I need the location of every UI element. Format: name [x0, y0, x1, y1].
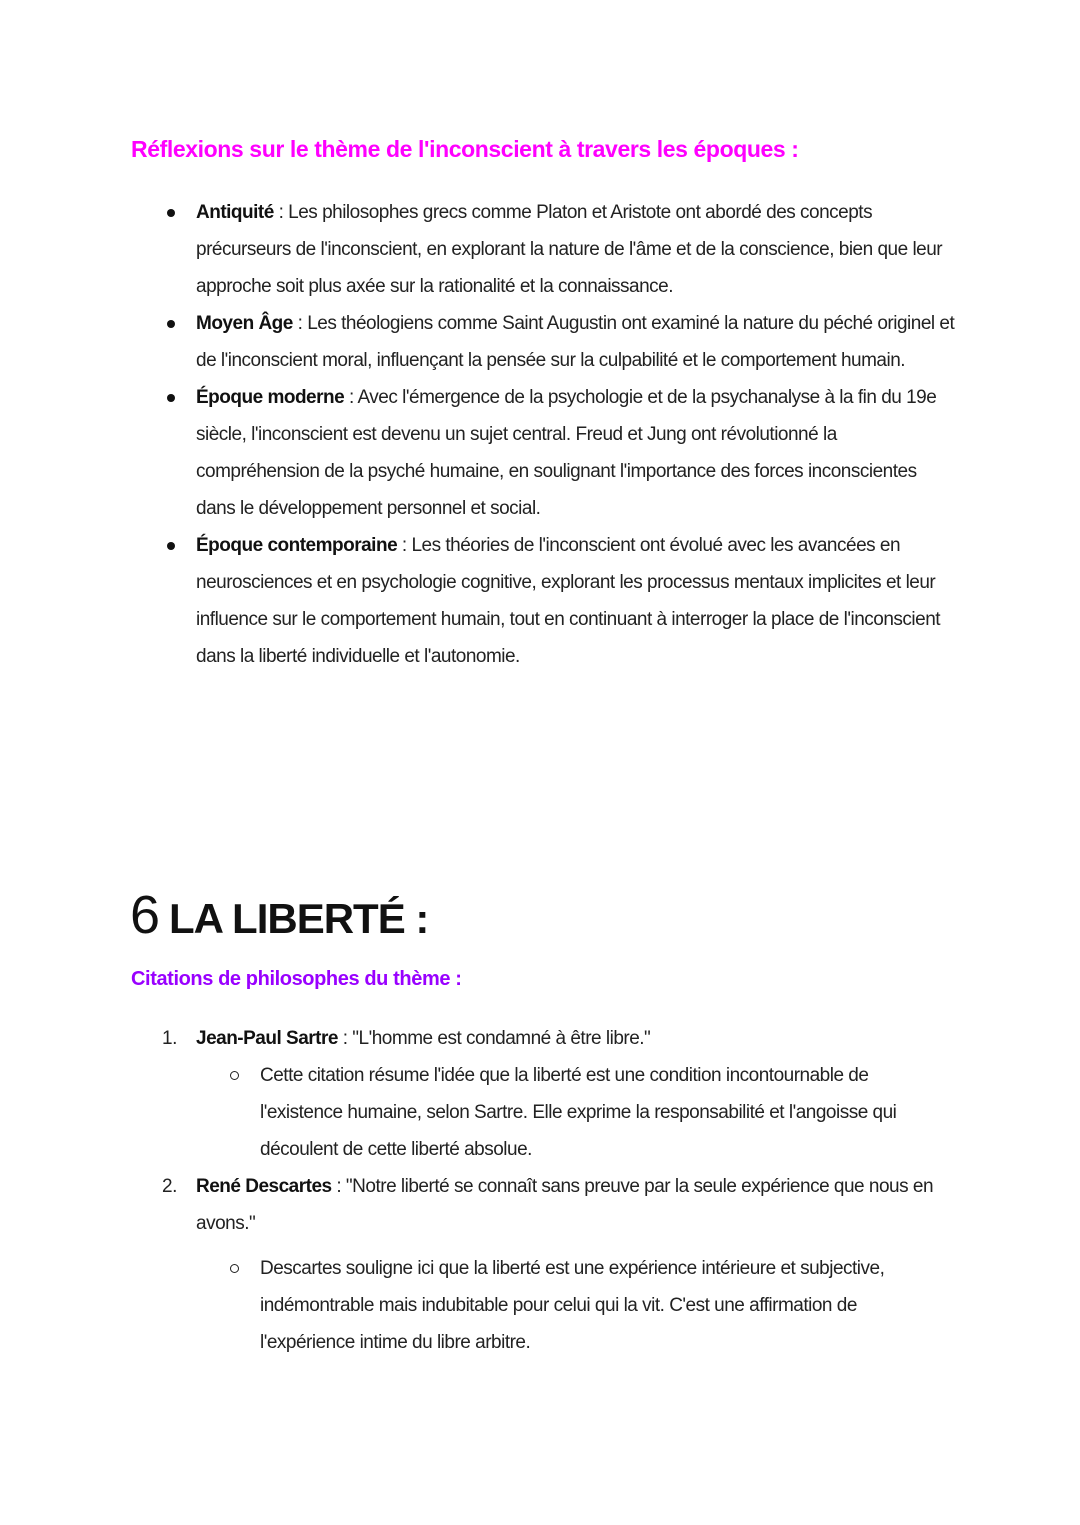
- section-title-text: LA LIBERTÉ :: [168, 895, 429, 942]
- citation-item: [0, 1168, 936, 1361]
- citations-list: [0, 1020, 1080, 1361]
- era-text: : Avec l'émergence de la psychologie et de la psychanalyse à la fin du 19e siècle, l'inconscient est devenu un sujet central. Freud et Jung ont révolutionné la compréhension de la psyché humaine, en soulignant l'importance des forces inconscientes dans le développement personnel et social.: [196, 387, 937, 519]
- section-heading-citations: Citations de philosophes du thème :: [131, 968, 462, 990]
- era-term: Époque contemporaine: [196, 535, 398, 556]
- era-text: : Les théories de l'inconscient ont évolué avec les avancées en neurosciences et en psychologie cognitive, explorant les processus mentaux implicites et leur influence sur le comportement humain, tout en continuant à interroger la place de l'inconscient dans la liberté individuelle et l'autonomie.: [196, 535, 941, 667]
- circle-bullet-icon: [230, 1071, 239, 1080]
- citation-quote: : "L'homme est condamné à être libre.": [337, 1028, 651, 1049]
- list-item: [0, 305, 956, 379]
- section-heading-reflexions: Réflexions sur le thème de l'inconscient à travers les époques :: [131, 136, 799, 162]
- era-term: Moyen Âge: [196, 313, 293, 334]
- citation-comment-text: Cette citation résume l'idée que la liberté est une condition incontournable de l'existence humaine, selon Sartre. Elle exprime la responsabilité et l'angoisse qui découlent de cette liberté absolue.: [260, 1065, 897, 1160]
- section-number: 6: [130, 885, 161, 945]
- circle-bullet-icon: [230, 1264, 239, 1273]
- citation-author: René Descartes: [196, 1176, 332, 1197]
- section-title-liberte: [130, 884, 428, 946]
- citation-number: 1.: [162, 1028, 177, 1049]
- citation-quote: : "Notre liberté se connaît sans preuve par la seule expérience que nous en avons.": [196, 1176, 934, 1234]
- citation-number: 2.: [162, 1176, 177, 1197]
- era-term: Époque moderne: [196, 387, 345, 408]
- citation-item: [0, 1020, 936, 1168]
- bullet-icon: [167, 320, 175, 328]
- bullet-icon: [167, 542, 175, 550]
- citation-comment: [196, 1250, 900, 1361]
- citation-comment-text: Descartes souligne ici que la liberté est une expérience intérieure et subjective, indémontrable mais indubitable pour celui qui la vit. C'est une affirmation de l'expérience intime du libre arbitre.: [260, 1258, 885, 1353]
- list-item: [0, 194, 956, 305]
- citation-author: Jean-Paul Sartre: [196, 1028, 338, 1049]
- bullet-icon: [167, 394, 175, 402]
- list-item: [0, 527, 956, 675]
- era-text: : Les théologiens comme Saint Augustin ont examiné la nature du péché originel et de l'inconscient moral, influençant la pensée sur la culpabilité et le comportement humain.: [196, 313, 955, 371]
- eras-list: [0, 194, 1080, 675]
- citation-comment: [196, 1057, 900, 1168]
- era-text: : Les philosophes grecs comme Platon et Aristote ont abordé des concepts précurseurs de l'inconscient, en explorant la nature de l'âme et de la conscience, bien que leur approche soit plus axée sur la rationalité et la connaissance.: [196, 202, 943, 297]
- list-item: [0, 379, 956, 527]
- era-term: Antiquité: [196, 202, 274, 223]
- bullet-icon: [167, 209, 175, 217]
